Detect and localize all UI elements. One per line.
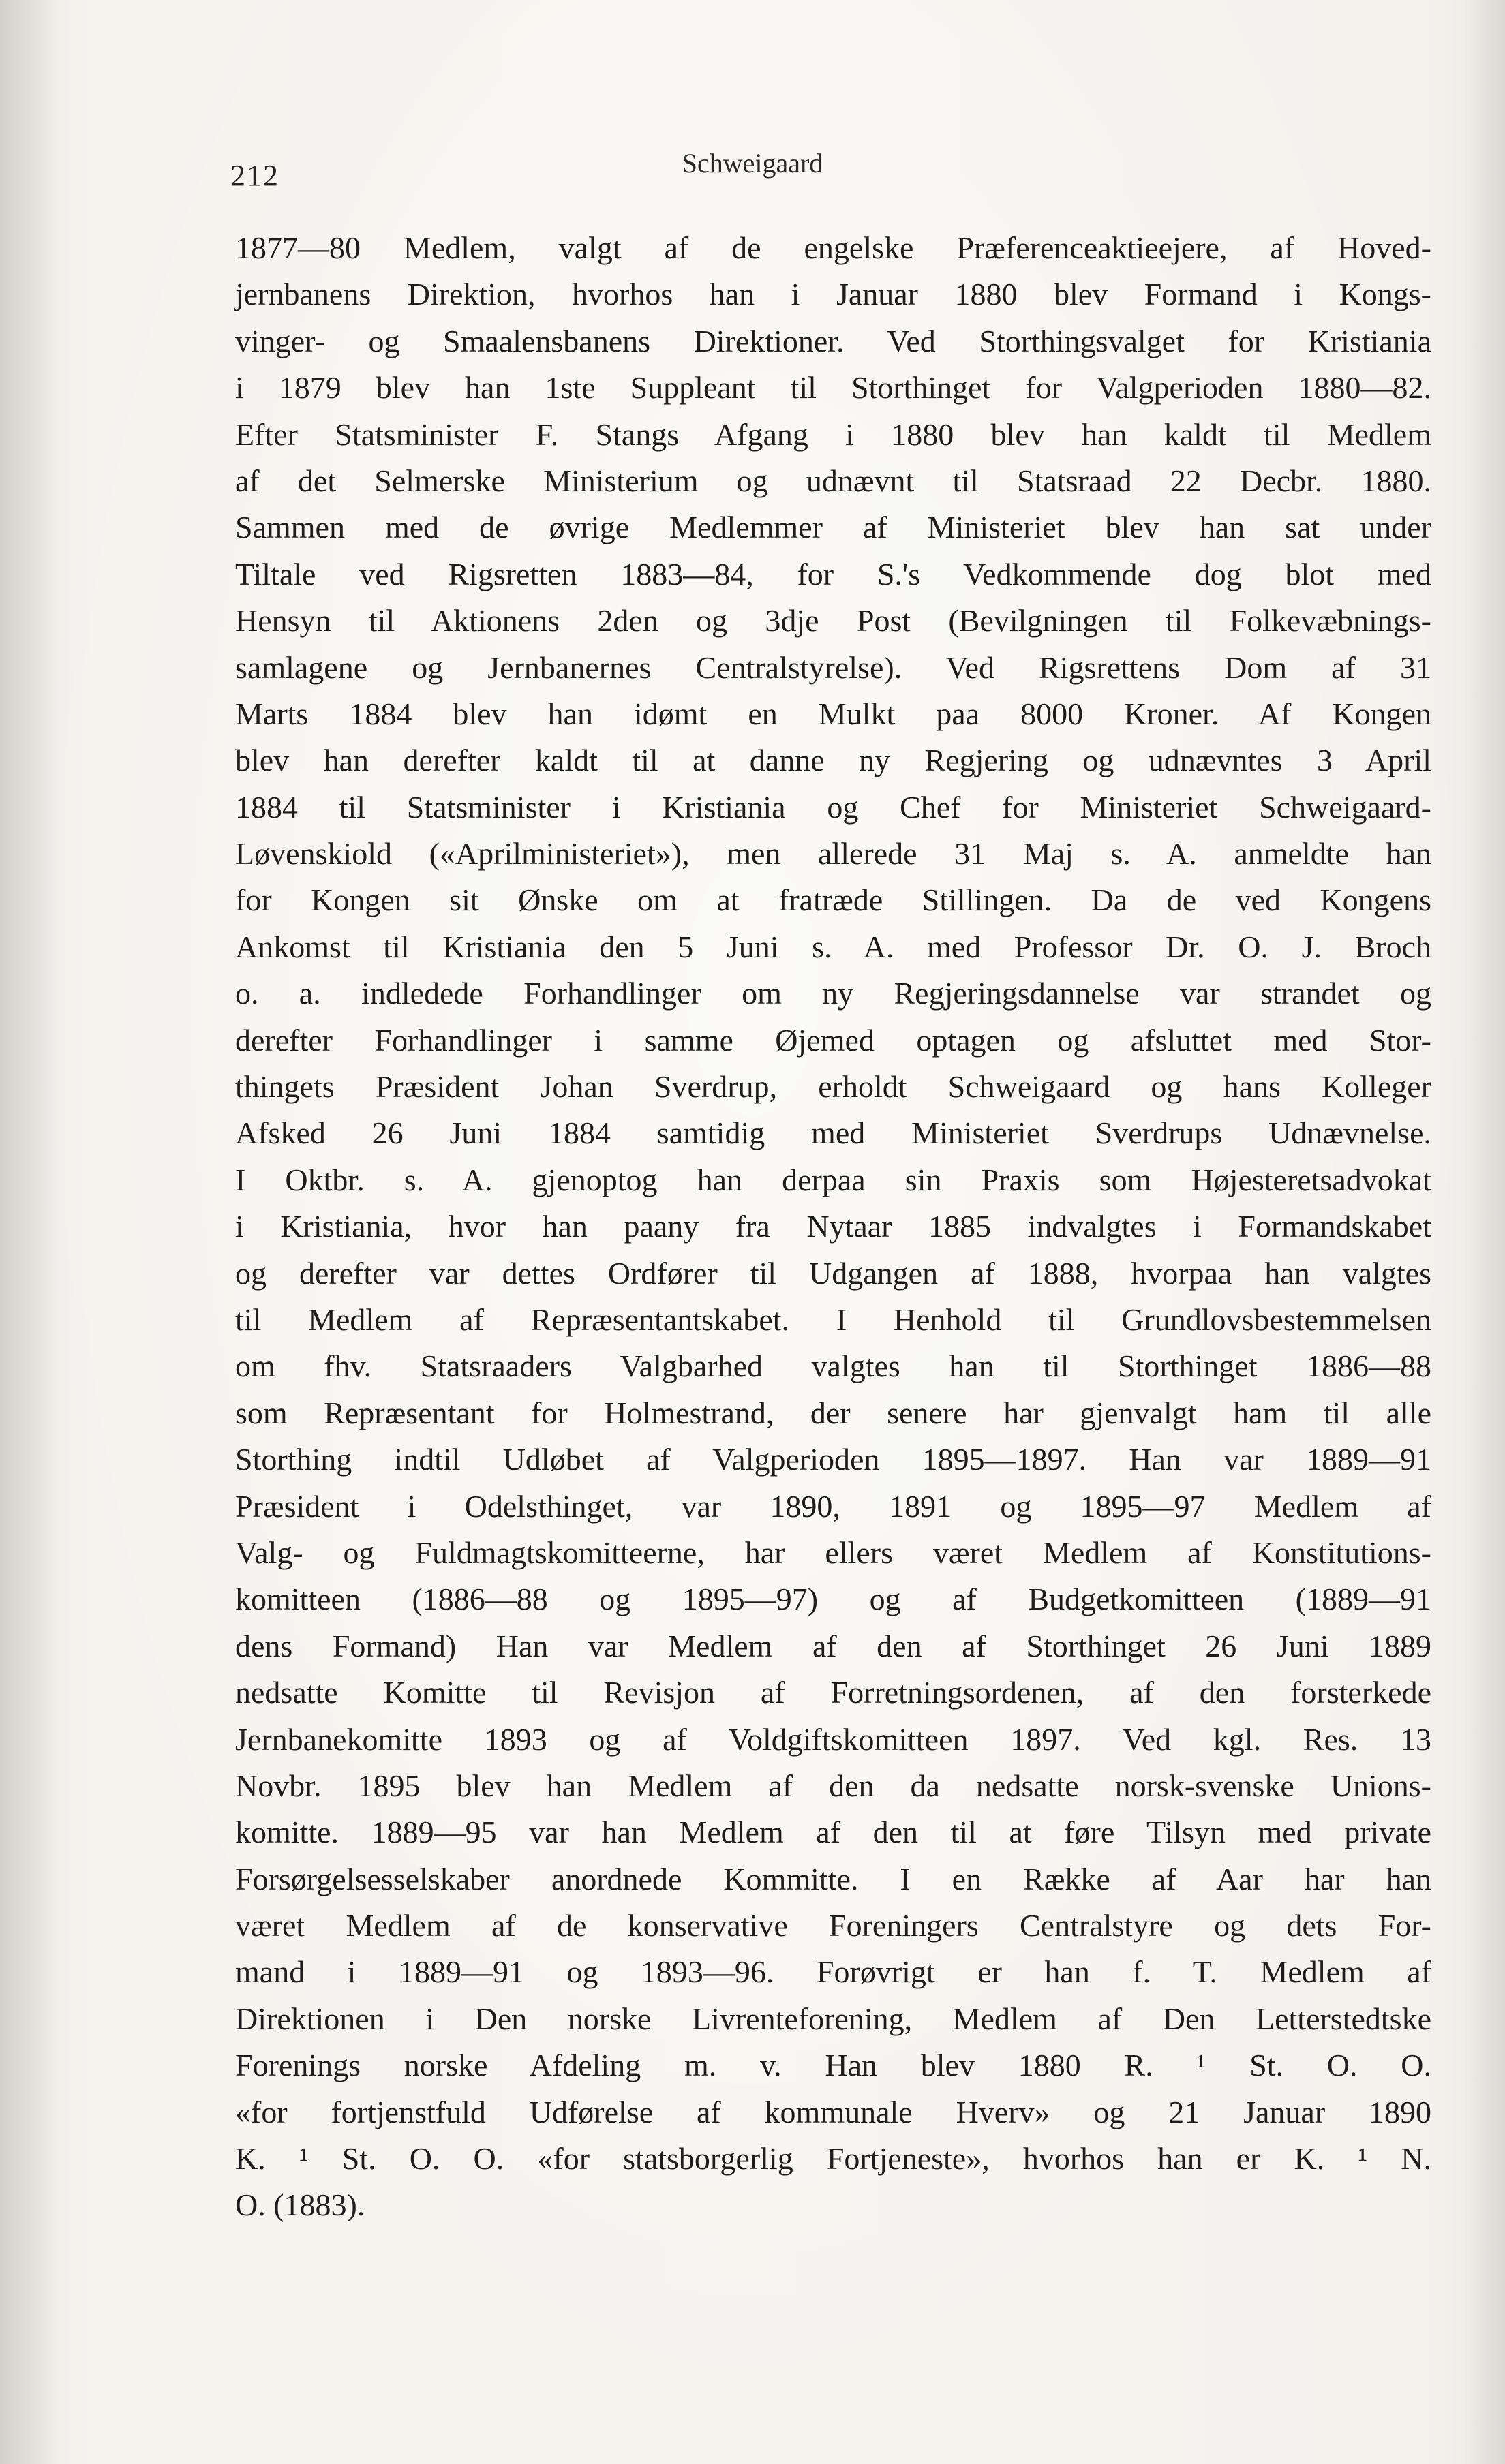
- text-line: «for fortjenstfuld Udførelse af kommunale Hverv» og 21 Januar 1890: [235, 2094, 1431, 2129]
- text-line: været Medlem af de konservative Foreningers Centralstyre og dets For-: [235, 1908, 1431, 1943]
- text-line: thingets Præsident Johan Sverdrup, erholdt Schweigaard og hans Kolleger: [235, 1069, 1431, 1105]
- page-edge-shadow-right: [1464, 0, 1505, 2464]
- page-number: 212: [230, 159, 279, 192]
- text-line: samlagene og Jernbanernes Centralstyrelse). Ved Rigsrettens Dom af 31: [235, 649, 1431, 685]
- text-line: jernbanens Direktion, hvorhos han i Januar 1880 blev Formand i Kongs-: [235, 277, 1431, 312]
- text-line: blev han derefter kaldt til at danne ny Regjering og udnævntes 3 April: [235, 743, 1431, 778]
- text-line: komitteen (1886—88 og 1895—97) og af Budgetkomitteen (1889—91: [235, 1582, 1431, 1617]
- text-line: komitte. 1889—95 var han Medlem af den til at føre Tilsyn med private: [235, 1815, 1431, 1850]
- text-line: derefter Forhandlinger i samme Øjemed optagen og afsluttet med Stor-: [235, 1022, 1431, 1058]
- text-line: vinger- og Smaalensbanens Direktioner. Ved Storthingsvalget for Kristiania: [235, 323, 1431, 358]
- text-line: af det Selmerske Ministerium og udnævnt til Statsraad 22 Decbr. 1880.: [235, 463, 1431, 498]
- running-title: Schweigaard: [682, 148, 823, 179]
- text-line: og derefter var dettes Ordfører til Udgangen af 1888, hvorpaa han valgtes: [235, 1255, 1431, 1291]
- text-line: Ankomst til Kristiania den 5 Juni s. A. med Professor Dr. O. J. Broch: [235, 929, 1431, 964]
- text-line: Efter Statsminister F. Stangs Afgang i 1880 blev han kaldt til Medlem: [235, 416, 1431, 452]
- text-line: Præsident i Odelsthinget, var 1890, 1891 og 1895—97 Medlem af: [235, 1488, 1431, 1524]
- text-line: i 1879 blev han 1ste Suppleant til Storthinget for Valgperioden 1880—82.: [235, 370, 1431, 405]
- text-line: Tiltale ved Rigsretten 1883—84, for S.'s Vedkommende dog blot med: [235, 556, 1431, 591]
- text-line: Afsked 26 Juni 1884 samtidig med Ministeriet Sverdrups Udnævnelse.: [235, 1115, 1431, 1151]
- text-line: Jernbanekomitte 1893 og af Voldgiftskomitteen 1897. Ved kgl. Res. 13: [235, 1721, 1431, 1757]
- text-line: Forsørgelsesselskaber anordnede Kommitte. I en Række af Aar har han: [235, 1861, 1431, 1896]
- text-line: Forenings norske Afdeling m. v. Han blev 1880 R. ¹ St. O. O.: [235, 2048, 1431, 2083]
- text-line: Hensyn til Aktionens 2den og 3dje Post (Bevilgningen til Folkevæbnings-: [235, 603, 1431, 638]
- text-line: Valg- og Fuldmagtskomitteerne, har ellers været Medlem af Konstitutions-: [235, 1535, 1431, 1570]
- text-line: Sammen med de øvrige Medlemmer af Ministeriet blev han sat under: [235, 510, 1431, 545]
- text-line: nedsatte Komitte til Revisjon af Forretningsordenen, af den forsterkede: [235, 1675, 1431, 1710]
- text-line: Marts 1884 blev han idømt en Mulkt paa 8000 Kroner. Af Kongen: [235, 696, 1431, 731]
- body-paragraph: [235, 225, 1431, 2229]
- text-line: til Medlem af Repræsentantskabet. I Henhold til Grundlovsbestemmelsen: [235, 1302, 1431, 1337]
- text-line: mand i 1889—91 og 1893—96. Forøvrigt er han f. T. Medlem af: [235, 1954, 1431, 1990]
- text-line: dens Formand) Han var Medlem af den af Storthinget 26 Juni 1889: [235, 1628, 1431, 1663]
- text-line: 1884 til Statsminister i Kristiania og Chef for Ministeriet Schweigaard-: [235, 789, 1431, 825]
- text-line: 1877—80 Medlem, valgt af de engelske Præferenceaktieejere, af Hoved-: [235, 230, 1431, 265]
- page-edge-shadow-left: [0, 0, 61, 2464]
- text-line: K. ¹ St. O. O. «for statsborgerlig Fortjeneste», hvorhos han er K. ¹ N.: [235, 2141, 1431, 2176]
- text-line: Storthing indtil Udløbet af Valgperioden 1895—1897. Han var 1889—91: [235, 1442, 1431, 1477]
- text-line: Løvenskiold («Aprilministeriet»), men allerede 31 Maj s. A. anmeldte han: [235, 836, 1431, 872]
- text-line-last: O. (1883).: [235, 2187, 365, 2223]
- text-line: om fhv. Statsraaders Valgbarhed valgtes han til Storthinget 1886—88: [235, 1349, 1431, 1384]
- text-line: Direktionen i Den norske Livrenteforening, Medlem af Den Letterstedtske: [235, 2001, 1431, 2036]
- text-line: i Kristiania, hvor han paany fra Nytaar 1885 indvalgtes i Formandskabet: [235, 1209, 1431, 1244]
- text-line: Novbr. 1895 blev han Medlem af den da nedsatte norsk-svenske Unions-: [235, 1768, 1431, 1803]
- text-line: som Repræsentant for Holmestrand, der senere har gjenvalgt ham til alle: [235, 1395, 1431, 1430]
- text-line: o. a. indledede Forhandlinger om ny Regjeringsdannelse var strandet og: [235, 976, 1431, 1011]
- text-line: for Kongen sit Ønske om at fratræde Stillingen. Da de ved Kongens: [235, 882, 1431, 918]
- text-line: I Oktbr. s. A. gjenoptog han derpaa sin Praxis som Højesteretsadvokat: [235, 1162, 1431, 1197]
